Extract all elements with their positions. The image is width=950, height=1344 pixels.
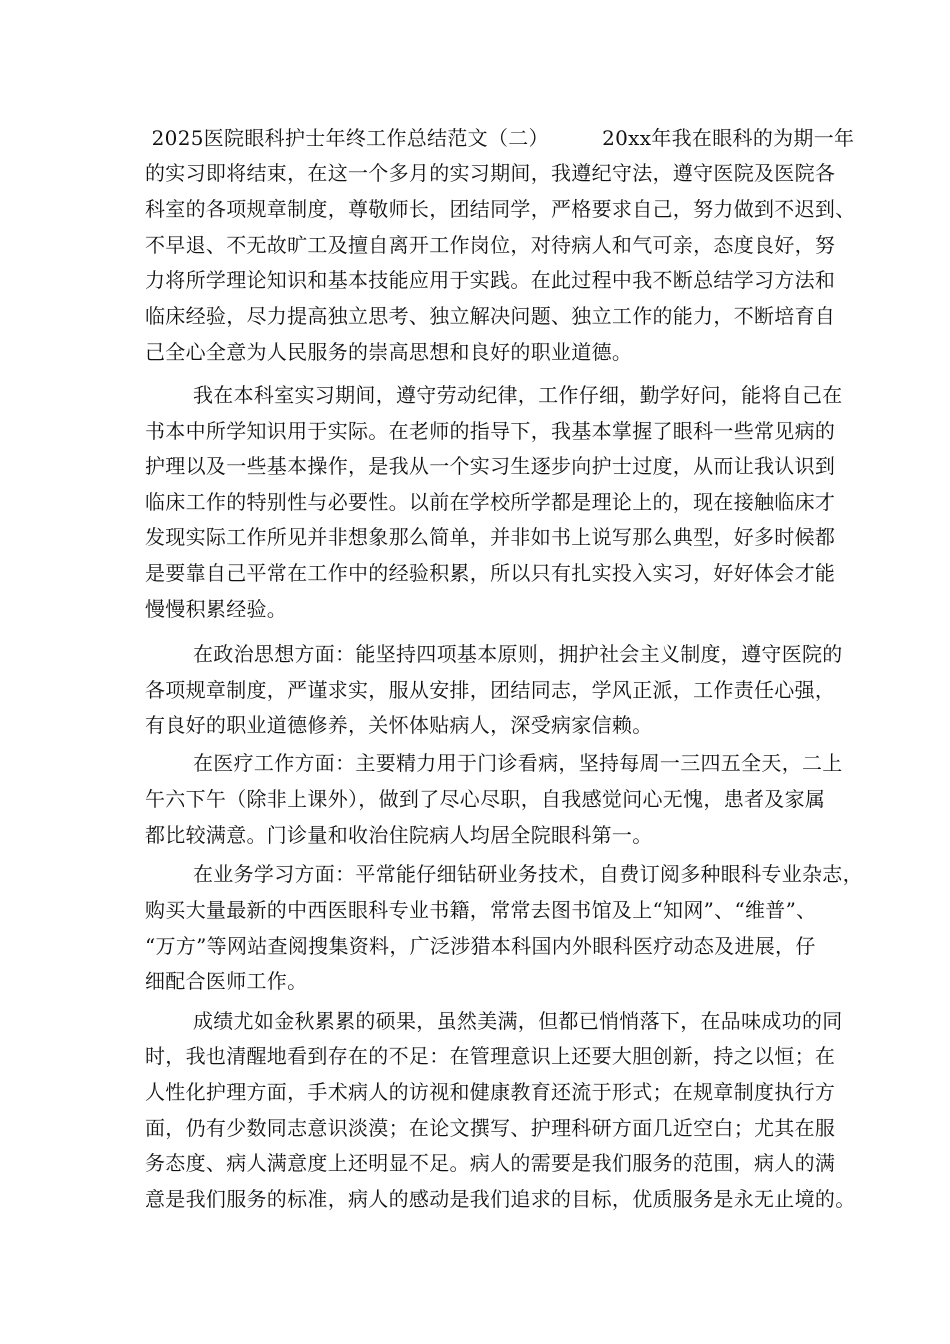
- paragraph-first-line: 在医疗工作方面：主要精力用于门诊看病，坚持每周一三四五全天，二上: [193, 751, 843, 775]
- text-line: 是要靠自己平常在工作中的经验积累，所以只有扎实投入实习，好好体会才能: [145, 561, 836, 585]
- text-line: 科室的各项规章制度，尊敬师长，团结同学，严格要求自己，努力做到不迟到、: [145, 197, 856, 221]
- text-line: 临床经验，尽力提高独立思考、独立解决问题、独立工作的能力，不断培育自: [145, 304, 836, 328]
- paragraph-first-line: 在业务学习方面：平常能仔细钻研业务技术，自费订阅多种眼科专业杂志，: [193, 862, 863, 886]
- text-line: 细配合医师工作。: [145, 969, 308, 993]
- text-line: 面，仍有少数同志意识淡漠；在论文撰写、护理科研方面几近空白；尤其在服: [145, 1116, 836, 1140]
- text-line: 时，我也清醒地看到存在的不足：在管理意识上还要大胆创新，持之以恒；在: [145, 1044, 836, 1068]
- text-line: 意是我们服务的标准，病人的感动是我们追求的目标，优质服务是永无止境的。: [145, 1187, 856, 1211]
- text-line: “万方”等网站查阅搜集资料，广泛涉猎本科国内外眼科医疗动态及进展，仔: [145, 934, 816, 958]
- text-line: 慢慢积累经验。: [145, 597, 288, 621]
- text-line: 护理以及一些基本操作，是我从一个实习生逐步向护士过度，从而让我认识到: [145, 454, 836, 478]
- text-line: 购买大量最新的中西医眼科专业书籍，常常去图书馆及上“知网”、“维普”、: [145, 898, 817, 922]
- text-line: 发现实际工作所见并非想象那么简单，并非如书上说写那么典型，好多时候都: [145, 525, 836, 549]
- paragraph-first-line: 在政治思想方面：能坚持四项基本原则，拥护社会主义制度，遵守医院的: [193, 642, 843, 666]
- text-line: 的实习即将结束，在这一个多月的实习期间，我遵纪守法，遵守医院及医院各: [145, 161, 836, 185]
- paragraph-first-line: 我在本科室实习期间，遵守劳动纪律，工作仔细，勤学好问，能将自己在: [193, 383, 843, 407]
- text-line: 各项规章制度，严谨求实，服从安排，团结同志，学风正派，工作责任心强，: [145, 678, 836, 702]
- text-line: 务态度、病人满意度上还明显不足。病人的需要是我们服务的范围，病人的满: [145, 1151, 836, 1175]
- text-line: 书本中所学知识用于实际。在老师的指导下，我基本掌握了眼科一些常见病的: [145, 419, 836, 443]
- text-line: 临床工作的特别性与必要性。以前在学校所学都是理论上的，现在接触临床才: [145, 490, 836, 514]
- text-line: 力将所学理论知识和基本技能应用于实践。在此过程中我不断总结学习方法和: [145, 268, 836, 292]
- text-line: 不早退、不无故旷工及擅自离开工作岗位，对待病人和气可亲，态度良好，努: [145, 233, 836, 257]
- text-line: 午六下午（除非上课外），做到了尽心尽职，自我感觉问心无愧，患者及家属: [145, 787, 826, 811]
- paragraph-first-line: 成绩尤如金秋累累的硕果，虽然美满，但都已悄悄落下，在品味成功的同: [193, 1009, 843, 1033]
- text-line: 有良好的职业道德修养，关怀体贴病人，深受病家信赖。: [145, 713, 653, 737]
- text-line: 2025医院眼科护士年终工作总结范文（二） 20xx年我在眼科的为期一年: [145, 126, 855, 150]
- text-line: 都比较满意。门诊量和收治住院病人均居全院眼科第一。: [145, 823, 653, 847]
- text-line: 人性化护理方面，手术病人的访视和健康教育还流于形式；在规章制度执行方: [145, 1080, 836, 1104]
- text-line: 己全心全意为人民服务的崇高思想和良好的职业道德。: [145, 340, 633, 364]
